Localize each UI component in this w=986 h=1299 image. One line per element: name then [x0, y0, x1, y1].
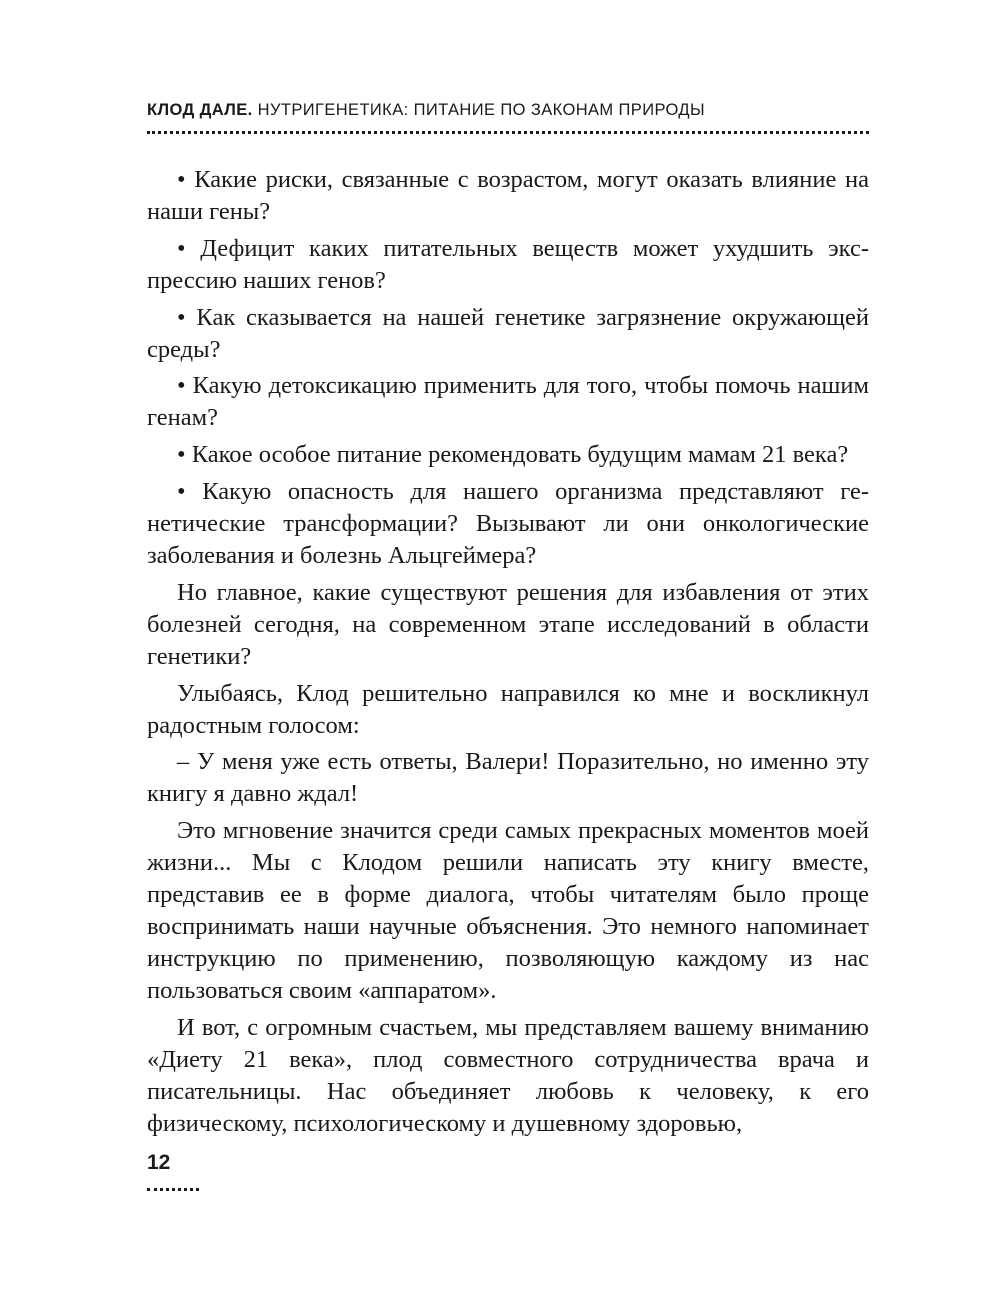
running-head [147, 96, 869, 124]
bullet-item: • Какие риски, связанные с возрастом, могут оказать влияние на наши гены? [147, 164, 869, 228]
bullet-item: • Дефицит каких питательных веществ может ухудшить экспрессию наших генов? [147, 233, 869, 297]
body-paragraph: Улыбаясь, Клод решительно направился ко мне и воскликнул радостным голосом: [147, 679, 869, 739]
body-paragraph: Это мгновение значится среди самых прекрасных моментов моей жизни... Мы с Клодом решили написать эту книгу вместе, представив ее в форме диалога, чтобы читателям было проще воспринимать наши научные объяснения. Это немного напоминает инструкцию по применению, позволяющую каждому из нас пользоваться своим «аппаратом». [147, 817, 869, 1005]
bullet-item: • Какую опасность для нашего организма представляют генетические трансформации? Вызывают ли они онкологические заболевания и болезнь Альцгеймера? [147, 476, 869, 572]
body-paragraph: И вот, с огромным счастьем, мы представляем вашему вниманию «Диету 21 века», плод совместного сотрудничества врача и писательницы. Нас объединяет любовь к человеку, к его физическому, психологическому и душевному здоровью, [147, 1013, 869, 1137]
page-number: 12 [147, 1151, 171, 1174]
bullet-item: • Как сказывается на нашей генетике загрязнение окружающей среды? [147, 302, 869, 366]
bullet-item: • Какую детоксикацию применить для того, чтобы помочь нашим генам? [147, 370, 869, 434]
page-body [147, 164, 869, 1145]
footer-dotted-rule [147, 1188, 199, 1191]
body-paragraph: Но главное, какие существуют решения для избавления от этих болезней сегодня, на современном этапе исследований в области генетики? [147, 578, 869, 670]
running-head-author: КЛОД ДАЛЕ. [147, 101, 253, 119]
running-head-title: НУТРИГЕНЕТИКА: ПИТАНИЕ ПО ЗАКОНАМ ПРИРОДЫ [257, 101, 705, 119]
bullet-item: • Какое особое питание рекомендовать будущим мамам 21 века? [147, 439, 869, 471]
dialogue-paragraph: – У меня уже есть ответы, Валери! Поразительно, но именно эту книгу я давно ждал! [147, 748, 869, 808]
header-dotted-rule [147, 131, 869, 134]
